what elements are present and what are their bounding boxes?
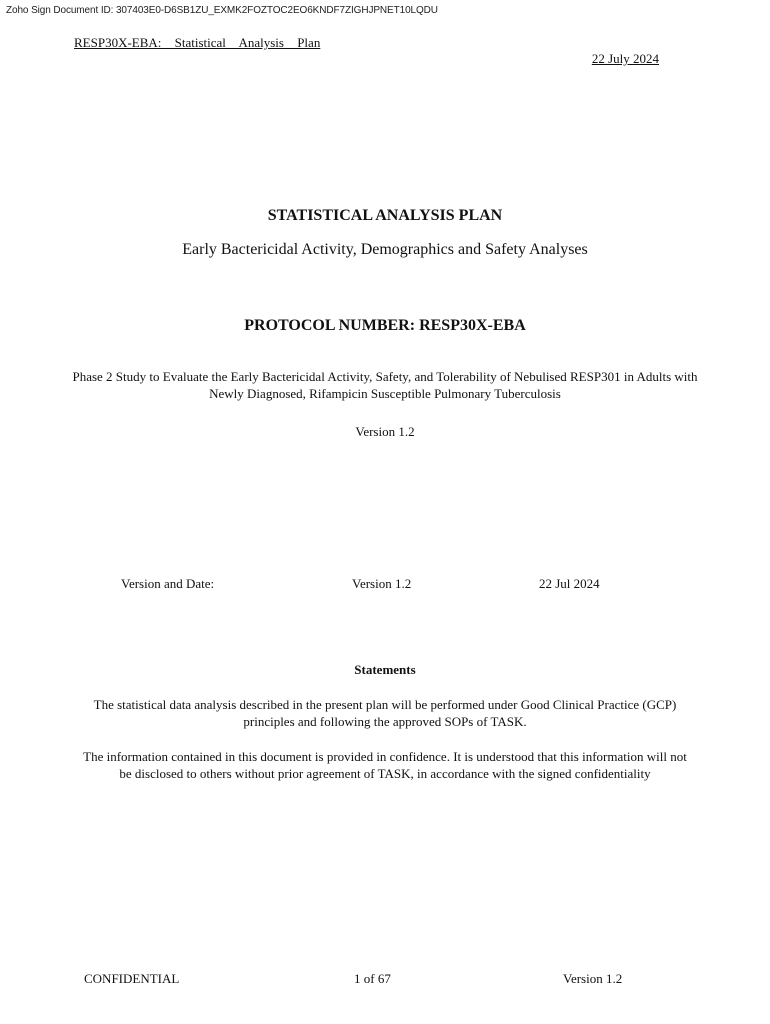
document-title: STATISTICAL ANALYSIS PLAN xyxy=(267,207,503,224)
version-date-label: Version and Date: xyxy=(121,576,215,591)
header-date: 22 July 2024 xyxy=(591,51,659,66)
version-label: Version 1.2 xyxy=(355,424,415,439)
running-header-title: RESP30X-EBA: Statistical Analysis Plan xyxy=(74,35,321,50)
footer-version: Version 1.2 xyxy=(563,971,623,986)
study-title: Phase 2 Study to Evaluate the Early Bactericidal Activity, Safety, and Tolerability of Nebulised RESP301 in Adults with Newly Diagnosed, Rifampicin Susceptible Pulmonary Tuberculosis xyxy=(72,369,698,401)
protocol-number: PROTOCOL NUMBER: RESP30X-EBA xyxy=(244,317,526,334)
footer-confidential: CONFIDENTIAL xyxy=(84,971,180,986)
version-date-version: Version 1.2 xyxy=(352,576,412,591)
version-date-date: 22 Jul 2024 xyxy=(539,576,600,591)
footer-page-number: 1 of 67 xyxy=(354,971,391,986)
document-subtitle: Early Bactericidal Activity, Demographics and Safety Analyses xyxy=(182,241,588,258)
statements-heading: Statements xyxy=(354,662,416,677)
statements-paragraph-confidentiality: The information contained in this document is provided in confidence. It is understood that this information will not be disclosed to others without prior agreement of TASK, in accordance with the signed confidentiality xyxy=(83,749,687,781)
statements-paragraph-gcp: The statistical data analysis described in the present plan will be performed under Good Clinical Practice (GCP) principles and following the approved SOPs of TASK. xyxy=(93,697,677,729)
document-id-stamp: Zoho Sign Document ID: 307403E0-D6SB1ZU_EXMK2FOZTOC2EO6KNDF7ZIGHJPNET10LQDU xyxy=(6,5,438,16)
